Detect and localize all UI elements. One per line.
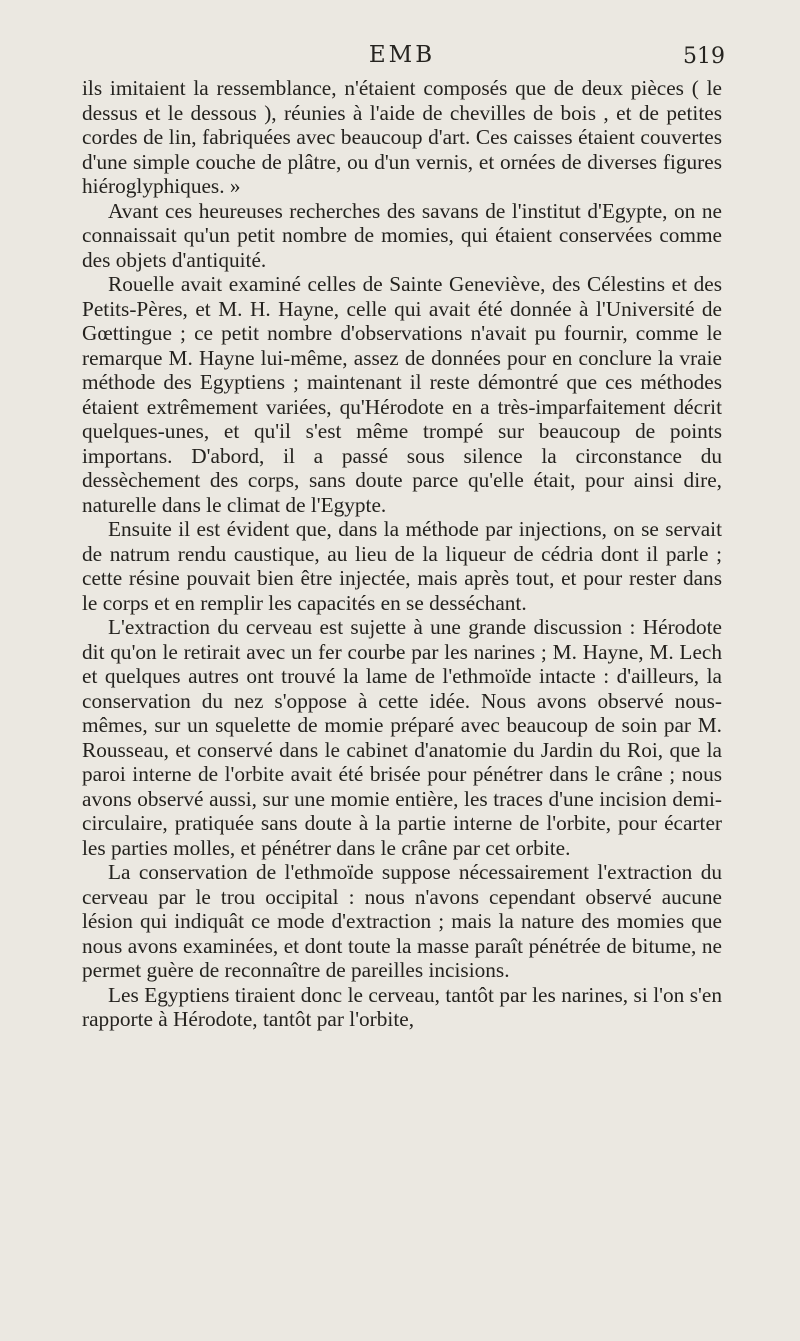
- body-text: [82, 76, 722, 1032]
- running-head: EMB: [368, 42, 436, 68]
- paragraph: Les Egyptiens tiraient donc le cerveau, tantôt par les narines, si l'on s'en rapporte à Hérodote, tantôt par l'orbite,: [82, 982, 722, 1031]
- page-header: [82, 42, 725, 72]
- paragraph: L'extraction du cerveau est sujette à une grande discussion : Hérodote dit qu'on le retirait avec un fer courbe par les narines ; M. Hayne, M. Lech et quelques autres ont trouvé la lame de l'ethmoïde intacte : d'ailleurs, la conservation du nez s'oppose à cette idée. Nous avons observé nous-mêmes, sur un squelette de momie préparé avec beaucoup de soin par M. Rousseau, et conservé dans le cabinet d'anatomie du Jardin du Roi, que la paroi interne de l'orbite avait été brisée pour pénétrer dans le crâne ; nous avons observé aussi, sur une momie entière, les traces d'une incision demi-circulaire, pratiquée sans doute à la partie interne de l'orbite, pour écarter les parties molles, et pénétrer dans le crâne par cet orbite.: [82, 615, 722, 860]
- paragraph-continuation: ils imitaient la ressemblance, n'étaient composés que de deux pièces ( le dessus et le dessous ), réunies à l'aide de chevilles de bois , et de petites cordes de lin, fabriquées avec beaucoup d'art. Ces caisses étaient couvertes d'une simple couche de plâtre, ou d'un vernis, et ornées de diverses figures hiéroglyphiques. »: [82, 76, 722, 198]
- page-number: 519: [683, 44, 725, 69]
- paragraph: La conservation de l'ethmoïde suppose nécessairement l'extraction du cerveau par le trou occipital : nous n'avons cependant observé aucune lésion qui indiquât ce mode d'extraction ; mais la nature des momies que nous avons examinées, et dont toute la masse paraît pénétrée de bitume, ne permet guère de reconnaître de pareilles incisions.: [82, 860, 722, 982]
- paragraph: Avant ces heureuses recherches des savans de l'institut d'Egypte, on ne connaissait qu'un petit nombre de momies, qui étaient conservées comme des objets d'antiquité.: [82, 198, 722, 272]
- paragraph: Ensuite il est évident que, dans la méthode par injections, on se servait de natrum rendu caustique, au lieu de la liqueur de cédria dont il parle ; cette résine pouvait bien être injectée, mais après tout, et pour rester dans le corps et en remplir les capacités en se desséchant.: [82, 517, 722, 615]
- paragraph: Rouelle avait examiné celles de Sainte Geneviève, des Célestins et des Petits-Pères, et M. H. Hayne, celle qui avait été donnée à l'Université de Gœttingue ; ce petit nombre d'observations n'avait pu fournir, comme le remarque M. Hayne lui-même, assez de données pour en conclure la vraie méthode des Egyptiens ; maintenant il reste démontré que ces méthodes étaient extrêmement variées, qu'Hérodote en a très-imparfaitement décrit quelques-unes, et qu'il s'est même trompé sur beaucoup de points importans. D'abord, il a passé sous silence la circonstance du dessèchement des corps, sans doute parce qu'elle était, pour ainsi dire, naturelle dans le climat de l'Egypte.: [82, 272, 722, 517]
